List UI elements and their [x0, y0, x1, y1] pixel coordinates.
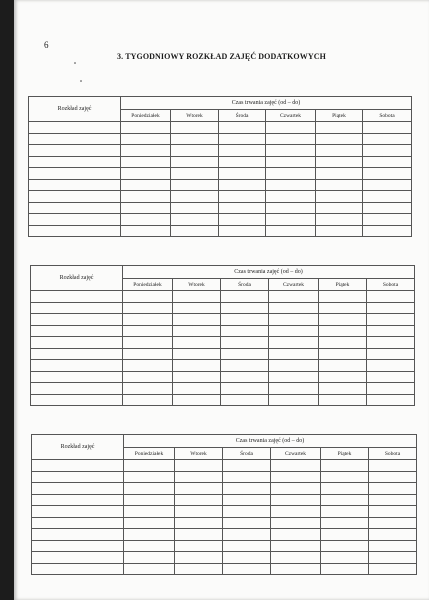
time-cell[interactable] — [124, 529, 175, 541]
schedule-table-2 — [30, 265, 415, 406]
schedule-row — [31, 360, 415, 372]
day-header: Wtorek — [175, 448, 223, 460]
time-cell[interactable] — [369, 460, 417, 472]
time-cell[interactable] — [173, 348, 221, 360]
time-cell[interactable] — [319, 348, 367, 360]
schedule-row — [32, 494, 417, 506]
time-cell[interactable] — [369, 483, 417, 495]
time-cell[interactable] — [219, 145, 266, 157]
activity-cell[interactable] — [32, 506, 124, 518]
time-cell[interactable] — [266, 168, 316, 180]
time-cell[interactable] — [175, 540, 223, 552]
time-cell[interactable] — [124, 494, 175, 506]
time-cell[interactable] — [367, 291, 415, 303]
time-cell[interactable] — [271, 517, 321, 529]
time-cell[interactable] — [319, 325, 367, 337]
time-cell[interactable] — [219, 225, 266, 237]
time-cell[interactable] — [121, 133, 171, 145]
time-cell[interactable] — [266, 225, 316, 237]
time-cell[interactable] — [319, 291, 367, 303]
time-cell[interactable] — [271, 460, 321, 472]
time-cell[interactable] — [271, 552, 321, 564]
time-cell[interactable] — [223, 529, 271, 541]
activity-cell[interactable] — [29, 168, 121, 180]
time-cell[interactable] — [269, 360, 319, 372]
schedule-row — [31, 325, 415, 337]
time-cell[interactable] — [219, 133, 266, 145]
time-cell[interactable] — [363, 133, 412, 145]
schedule-row — [32, 517, 417, 529]
time-cell[interactable] — [316, 122, 363, 134]
time-cell[interactable] — [321, 540, 369, 552]
schedule-table-3 — [31, 434, 417, 575]
activity-cell[interactable] — [32, 483, 124, 495]
time-cell[interactable] — [175, 483, 223, 495]
time-cell[interactable] — [221, 337, 269, 349]
time-cell[interactable] — [363, 225, 412, 237]
time-cell[interactable] — [121, 145, 171, 157]
time-cell[interactable] — [266, 202, 316, 214]
schedule-row — [29, 122, 412, 134]
time-cell[interactable] — [124, 460, 175, 472]
time-cell[interactable] — [367, 383, 415, 395]
activity-cell[interactable] — [29, 133, 121, 145]
time-cell[interactable] — [175, 494, 223, 506]
time-cell[interactable] — [271, 483, 321, 495]
paper-speck — [74, 62, 76, 64]
row-header-label: Rozkład zajęć — [31, 266, 123, 291]
time-cell[interactable] — [316, 133, 363, 145]
time-cell[interactable] — [124, 471, 175, 483]
time-cell[interactable] — [219, 179, 266, 191]
schedule-row — [31, 371, 415, 383]
schedule-row — [32, 563, 417, 575]
time-cell[interactable] — [175, 517, 223, 529]
time-cell[interactable] — [269, 302, 319, 314]
day-header: Piątek — [316, 110, 363, 122]
time-cell[interactable] — [223, 460, 271, 472]
time-cell[interactable] — [121, 122, 171, 134]
time-cell[interactable] — [175, 529, 223, 541]
time-cell[interactable] — [124, 540, 175, 552]
time-cell[interactable] — [369, 552, 417, 564]
time-cell[interactable] — [124, 483, 175, 495]
time-cell[interactable] — [173, 325, 221, 337]
day-header: Piątek — [319, 279, 367, 291]
time-cell[interactable] — [269, 348, 319, 360]
time-cell[interactable] — [123, 302, 173, 314]
schedule-row — [31, 348, 415, 360]
schedule-row — [29, 179, 412, 191]
time-cell[interactable] — [221, 371, 269, 383]
activity-cell[interactable] — [32, 552, 124, 564]
time-cell[interactable] — [123, 291, 173, 303]
time-cell[interactable] — [321, 471, 369, 483]
time-cell[interactable] — [124, 563, 175, 575]
activity-cell[interactable] — [32, 494, 124, 506]
time-cell[interactable] — [171, 156, 219, 168]
page-title: 3. TYGODNIOWY ROZKŁAD ZAJĘĆ DODATKOWYCH — [117, 52, 326, 61]
activity-cell[interactable] — [29, 145, 121, 157]
day-header: Wtorek — [171, 110, 219, 122]
day-header: Poniedziałek — [123, 279, 173, 291]
day-header: Sobota — [369, 448, 417, 460]
time-cell[interactable] — [269, 383, 319, 395]
schedule-row — [29, 145, 412, 157]
time-cell[interactable] — [319, 394, 367, 406]
time-cell[interactable] — [367, 371, 415, 383]
time-cell[interactable] — [367, 348, 415, 360]
time-cell[interactable] — [171, 145, 219, 157]
time-cell[interactable] — [316, 145, 363, 157]
schedule-table-1 — [28, 96, 412, 237]
day-header: Czwartek — [271, 448, 321, 460]
time-cell[interactable] — [266, 133, 316, 145]
activity-cell[interactable] — [31, 314, 123, 326]
time-cell[interactable] — [123, 348, 173, 360]
time-cell[interactable] — [124, 552, 175, 564]
activity-cell[interactable] — [29, 179, 121, 191]
activity-cell[interactable] — [31, 291, 123, 303]
time-cell[interactable] — [123, 337, 173, 349]
schedule-row — [32, 529, 417, 541]
activity-cell[interactable] — [31, 337, 123, 349]
time-cell[interactable] — [173, 291, 221, 303]
time-cell[interactable] — [171, 214, 219, 226]
time-cell[interactable] — [173, 371, 221, 383]
day-header: Środa — [221, 279, 269, 291]
time-cell[interactable] — [173, 314, 221, 326]
time-cell[interactable] — [266, 179, 316, 191]
time-cell[interactable] — [171, 122, 219, 134]
time-cell[interactable] — [321, 483, 369, 495]
time-cell[interactable] — [223, 483, 271, 495]
day-header: Poniedziałek — [124, 448, 175, 460]
schedule-row — [32, 483, 417, 495]
time-cell[interactable] — [363, 202, 412, 214]
duration-header: Czas trwania zajęć (od – do) — [124, 435, 417, 448]
time-cell[interactable] — [369, 540, 417, 552]
duration-header: Czas trwania zajęć (od – do) — [121, 97, 412, 110]
time-cell[interactable] — [319, 302, 367, 314]
time-cell[interactable] — [175, 471, 223, 483]
schedule-row — [32, 460, 417, 472]
duration-header: Czas trwania zajęć (od – do) — [123, 266, 415, 279]
time-cell[interactable] — [223, 540, 271, 552]
time-cell[interactable] — [171, 168, 219, 180]
time-cell[interactable] — [171, 179, 219, 191]
time-cell[interactable] — [219, 214, 266, 226]
activity-cell[interactable] — [29, 202, 121, 214]
time-cell[interactable] — [266, 191, 316, 203]
schedule-row — [31, 314, 415, 326]
activity-cell[interactable] — [32, 517, 124, 529]
time-cell[interactable] — [266, 145, 316, 157]
activity-cell[interactable] — [29, 122, 121, 134]
activity-cell[interactable] — [29, 191, 121, 203]
time-cell[interactable] — [123, 371, 173, 383]
activity-cell[interactable] — [31, 394, 123, 406]
schedule-row — [29, 202, 412, 214]
time-cell[interactable] — [266, 156, 316, 168]
day-header: Czwartek — [269, 279, 319, 291]
day-header: Sobota — [367, 279, 415, 291]
time-cell[interactable] — [319, 337, 367, 349]
time-cell[interactable] — [321, 517, 369, 529]
time-cell[interactable] — [367, 337, 415, 349]
time-cell[interactable] — [319, 371, 367, 383]
time-cell[interactable] — [223, 517, 271, 529]
time-cell[interactable] — [369, 506, 417, 518]
schedule-row — [31, 383, 415, 395]
day-header: Wtorek — [173, 279, 221, 291]
time-cell[interactable] — [316, 191, 363, 203]
paper-speck — [80, 80, 82, 82]
activity-cell[interactable] — [32, 471, 124, 483]
time-cell[interactable] — [367, 302, 415, 314]
activity-cell[interactable] — [32, 529, 124, 541]
time-cell[interactable] — [173, 360, 221, 372]
time-cell[interactable] — [316, 225, 363, 237]
time-cell[interactable] — [363, 156, 412, 168]
time-cell[interactable] — [269, 291, 319, 303]
time-cell[interactable] — [321, 460, 369, 472]
time-cell[interactable] — [363, 179, 412, 191]
time-cell[interactable] — [321, 494, 369, 506]
activity-cell[interactable] — [32, 540, 124, 552]
time-cell[interactable] — [171, 225, 219, 237]
time-cell[interactable] — [175, 460, 223, 472]
time-cell[interactable] — [124, 517, 175, 529]
activity-cell[interactable] — [31, 348, 123, 360]
time-cell[interactable] — [363, 145, 412, 157]
day-header: Czwartek — [266, 110, 316, 122]
time-cell[interactable] — [367, 394, 415, 406]
time-cell[interactable] — [175, 563, 223, 575]
time-cell[interactable] — [319, 314, 367, 326]
row-header-label: Rozkład zajęć — [32, 435, 124, 460]
time-cell[interactable] — [363, 168, 412, 180]
activity-cell[interactable] — [29, 156, 121, 168]
time-cell[interactable] — [219, 202, 266, 214]
day-header: Środa — [223, 448, 271, 460]
time-cell[interactable] — [123, 394, 173, 406]
time-cell[interactable] — [319, 383, 367, 395]
time-cell[interactable] — [319, 360, 367, 372]
time-cell[interactable] — [223, 506, 271, 518]
schedule-row — [32, 506, 417, 518]
day-header: Sobota — [363, 110, 412, 122]
schedule-row — [31, 291, 415, 303]
time-cell[interactable] — [363, 122, 412, 134]
day-header: Piątek — [321, 448, 369, 460]
time-cell[interactable] — [223, 552, 271, 564]
time-cell[interactable] — [221, 360, 269, 372]
time-cell[interactable] — [316, 179, 363, 191]
time-cell[interactable] — [219, 168, 266, 180]
schedule-row — [29, 168, 412, 180]
time-cell[interactable] — [316, 168, 363, 180]
time-cell[interactable] — [321, 563, 369, 575]
schedule-row — [29, 214, 412, 226]
time-cell[interactable] — [269, 394, 319, 406]
time-cell[interactable] — [269, 337, 319, 349]
time-cell[interactable] — [269, 314, 319, 326]
schedule-row — [29, 156, 412, 168]
schedule-row — [32, 552, 417, 564]
schedule-row — [32, 540, 417, 552]
time-cell[interactable] — [175, 552, 223, 564]
time-cell[interactable] — [221, 314, 269, 326]
row-header-label: Rozkład zajęć — [29, 97, 121, 122]
time-cell[interactable] — [221, 291, 269, 303]
time-cell[interactable] — [223, 494, 271, 506]
time-cell[interactable] — [123, 360, 173, 372]
time-cell[interactable] — [316, 202, 363, 214]
time-cell[interactable] — [171, 191, 219, 203]
activity-cell[interactable] — [29, 214, 121, 226]
activity-cell[interactable] — [31, 360, 123, 372]
time-cell[interactable] — [271, 540, 321, 552]
time-cell[interactable] — [121, 225, 171, 237]
time-cell[interactable] — [269, 325, 319, 337]
time-cell[interactable] — [221, 302, 269, 314]
time-cell[interactable] — [316, 156, 363, 168]
time-cell[interactable] — [271, 563, 321, 575]
time-cell[interactable] — [271, 529, 321, 541]
activity-cell[interactable] — [31, 302, 123, 314]
time-cell[interactable] — [369, 517, 417, 529]
time-cell[interactable] — [369, 563, 417, 575]
schedule-row — [29, 191, 412, 203]
time-cell[interactable] — [321, 552, 369, 564]
time-cell[interactable] — [173, 302, 221, 314]
activity-cell[interactable] — [29, 225, 121, 237]
time-cell[interactable] — [173, 383, 221, 395]
schedule-row — [31, 337, 415, 349]
time-cell[interactable] — [173, 394, 221, 406]
time-cell[interactable] — [363, 214, 412, 226]
activity-cell[interactable] — [31, 371, 123, 383]
time-cell[interactable] — [271, 471, 321, 483]
time-cell[interactable] — [171, 133, 219, 145]
time-cell[interactable] — [223, 563, 271, 575]
time-cell[interactable] — [316, 214, 363, 226]
time-cell[interactable] — [269, 371, 319, 383]
time-cell[interactable] — [123, 314, 173, 326]
time-cell[interactable] — [123, 325, 173, 337]
time-cell[interactable] — [221, 325, 269, 337]
time-cell[interactable] — [219, 191, 266, 203]
time-cell[interactable] — [221, 348, 269, 360]
time-cell[interactable] — [367, 360, 415, 372]
time-cell[interactable] — [121, 191, 171, 203]
time-cell[interactable] — [367, 314, 415, 326]
time-cell[interactable] — [121, 156, 171, 168]
time-cell[interactable] — [124, 506, 175, 518]
time-cell[interactable] — [121, 202, 171, 214]
time-cell[interactable] — [321, 506, 369, 518]
time-cell[interactable] — [266, 122, 316, 134]
time-cell[interactable] — [221, 383, 269, 395]
time-cell[interactable] — [223, 471, 271, 483]
time-cell[interactable] — [123, 383, 173, 395]
day-header: Środa — [219, 110, 266, 122]
time-cell[interactable] — [369, 494, 417, 506]
time-cell[interactable] — [121, 214, 171, 226]
page-number: 6 — [44, 40, 49, 50]
time-cell[interactable] — [175, 506, 223, 518]
schedule-row — [29, 225, 412, 237]
schedule-row — [32, 471, 417, 483]
time-cell[interactable] — [266, 214, 316, 226]
day-header: Poniedziałek — [121, 110, 171, 122]
time-cell[interactable] — [321, 529, 369, 541]
time-cell[interactable] — [271, 494, 321, 506]
time-cell[interactable] — [369, 529, 417, 541]
time-cell[interactable] — [219, 122, 266, 134]
time-cell[interactable] — [173, 337, 221, 349]
activity-cell[interactable] — [31, 325, 123, 337]
time-cell[interactable] — [369, 471, 417, 483]
time-cell[interactable] — [271, 506, 321, 518]
time-cell[interactable] — [121, 179, 171, 191]
time-cell[interactable] — [367, 325, 415, 337]
time-cell[interactable] — [171, 202, 219, 214]
schedule-row — [29, 133, 412, 145]
time-cell[interactable] — [363, 191, 412, 203]
activity-cell[interactable] — [32, 563, 124, 575]
activity-cell[interactable] — [32, 460, 124, 472]
time-cell[interactable] — [221, 394, 269, 406]
schedule-row — [31, 302, 415, 314]
time-cell[interactable] — [219, 156, 266, 168]
activity-cell[interactable] — [31, 383, 123, 395]
time-cell[interactable] — [121, 168, 171, 180]
schedule-row — [31, 394, 415, 406]
